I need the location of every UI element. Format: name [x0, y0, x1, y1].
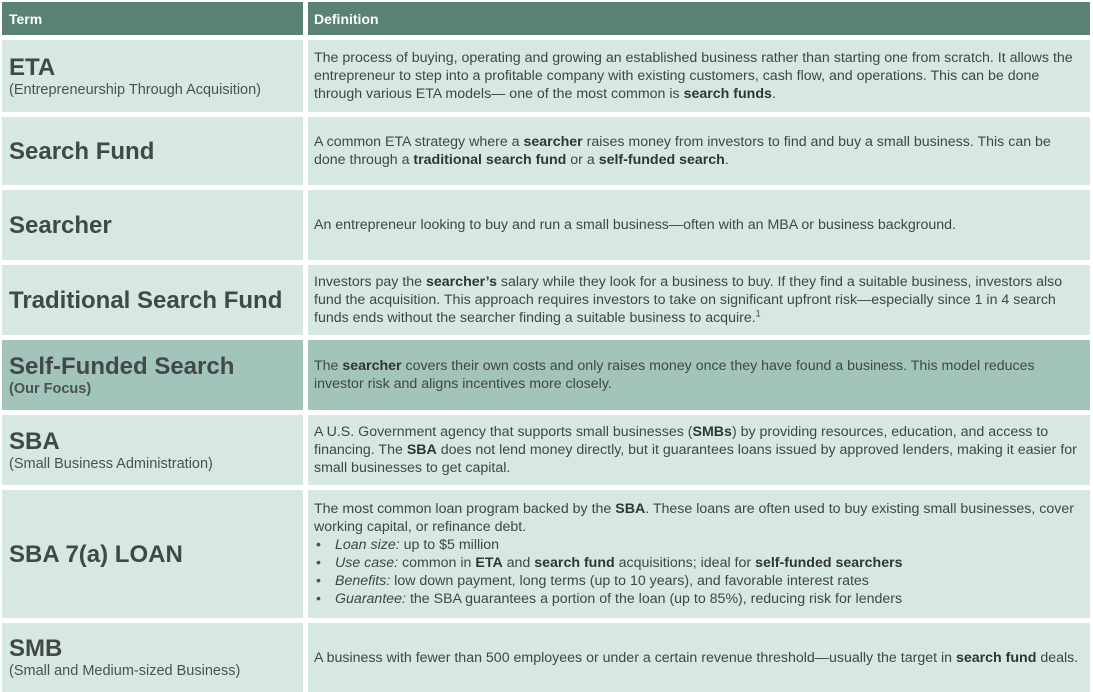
list-item: • Loan size: up to $5 million: [314, 536, 1082, 554]
definition-cell: [308, 415, 1090, 485]
table-row-highlighted: [0, 340, 1093, 410]
definition-cell: [308, 117, 1090, 185]
footnote-marker: 1: [755, 308, 761, 319]
definition-text: A common ETA strategy where a searcher raises money from investors to find and buy a small business. This can be done through a traditional search fund or a self-funded search.: [314, 134, 1051, 168]
definition-cell: [308, 40, 1090, 112]
term-title: Searcher: [9, 211, 112, 239]
table-row: [0, 40, 1093, 112]
definition-cell: [308, 190, 1090, 260]
term-cell: [2, 190, 303, 260]
table-row: [0, 117, 1093, 185]
term-subtitle: (Entrepreneurship Through Acquisition): [9, 81, 262, 98]
term-title: ETA: [9, 53, 56, 81]
term-cell: [2, 490, 303, 618]
term-cell: [2, 117, 303, 185]
term-title: SMB: [9, 635, 63, 662]
list-item: • Use case: common in ETA and search fund acquisitions; ideal for self-funded searchers: [314, 554, 1082, 572]
table-row: [0, 623, 1093, 692]
term-title: Search Fund: [9, 137, 155, 165]
definition-cell: [308, 623, 1090, 692]
term-cell: [2, 623, 303, 692]
header-term: Term: [2, 2, 303, 35]
definition-text: Investors pay the searcher’s salary while they look for a business to buy. If they find a suitable business, investors also fund the acquisition. This approach requires investors to take on significant upfront risk—especially since 1 in 4 search funds ends without the searcher finding a suitable business to acquire.$^1$: [314, 274, 1063, 326]
term-subtitle: (Our Focus): [9, 380, 92, 397]
term-title: Self-Funded Search: [9, 352, 235, 380]
table-row: [0, 265, 1093, 335]
term-title: SBA 7(a) LOAN: [9, 540, 183, 568]
definition-cell: [308, 490, 1090, 618]
term-subtitle: (Small and Medium-sized Business): [9, 663, 241, 679]
definition-text: The searcher covers their own costs and only raises money once they have found a business. This model reduces investor risk and aligns incentives more closely.: [314, 358, 1035, 392]
term-cell: [2, 265, 303, 335]
term-title: SBA: [9, 427, 60, 455]
header-definition: Definition: [308, 2, 1090, 35]
table-row: [0, 190, 1093, 260]
term-cell: [2, 340, 303, 410]
table-header: [0, 2, 1093, 35]
definition-text: The most common loan program backed by the SBA. These loans are often used to buy existing small businesses, cover working capital, or refinance debt.: [314, 501, 1074, 535]
definition-cell: [308, 265, 1090, 335]
definition-text: A business with fewer than 500 employees or under a certain revenue threshold—usually the target in search fund deals.: [314, 649, 1079, 666]
definition-text: The process of buying, operating and growing an established business rather than starting one from scratch. It allows the entrepreneur to step into a profitable company with existing customers, cash flow, and operations. This can be done through various ETA models— one of the most common is search funds.: [314, 50, 1073, 102]
term-cell: [2, 415, 303, 485]
definition-text: An entrepreneur looking to buy and run a small business—often with an MBA or business background.: [314, 217, 956, 233]
table-row: [0, 415, 1093, 485]
definition-cell: [308, 340, 1090, 410]
list-item: • Benefits: low down payment, long terms (up to 10 years), and favorable interest rates: [314, 572, 1082, 590]
loan-details-list: [314, 536, 1082, 608]
table-row: [0, 490, 1093, 618]
list-item: • Guarantee: the SBA guarantees a portion of the loan (up to 85%), reducing risk for lenders: [314, 590, 1082, 608]
term-subtitle: (Small Business Administration): [9, 455, 213, 472]
term-cell: [2, 40, 303, 112]
definition-text: A U.S. Government agency that supports small businesses (SMBs) by providing resources, education, and access to financing. The SBA does not lend money directly, but it guarantees loans issued by approved lenders, making it easier for small businesses to get capital.: [314, 424, 1077, 476]
term-title: Traditional Search Fund: [9, 286, 283, 314]
